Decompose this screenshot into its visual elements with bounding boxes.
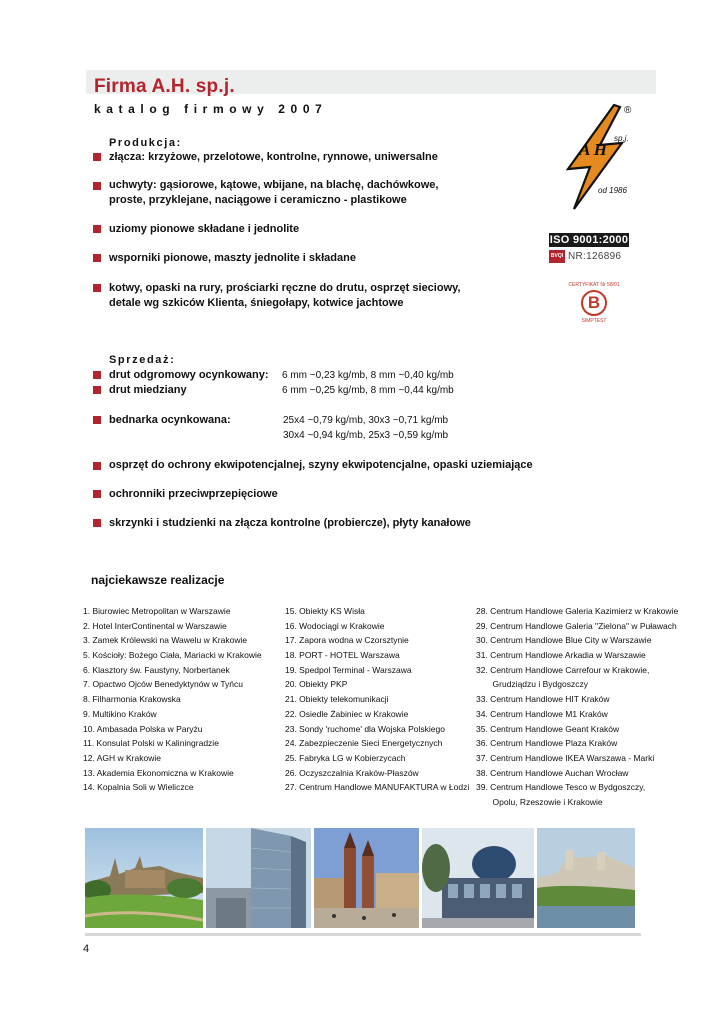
sprzedaz-label: Sprzedaż:: [109, 354, 176, 366]
list-item: 25. Fabryka LG w Kobierzycach: [285, 752, 406, 763]
bednarka-name: bednarka ocynkowana:: [109, 414, 231, 426]
page-number: 4: [83, 943, 90, 955]
drut-miedziany-name: drut miedziany: [109, 384, 187, 396]
photo-wawel-castle: [85, 828, 203, 928]
bullet-icon: [93, 284, 101, 292]
bullet-icon: [93, 416, 101, 424]
list-item: 16. Wodociągi w Krakowie: [285, 620, 385, 631]
iso-number: NR:126896: [568, 251, 622, 262]
page-subtitle: katalog firmowy 2007: [94, 102, 328, 116]
iso-label: ISO 9001:2000: [549, 234, 629, 246]
list-item: 7. Opactwo Ojców Benedyktynów w Tyńcu: [83, 679, 244, 690]
list-item: 12. AGH w Krakowie: [83, 752, 161, 763]
iso-certificate: [549, 233, 629, 265]
bullet-icon: [93, 519, 101, 527]
realizacje-column-3: [476, 604, 678, 810]
bednarka-spec: 25x4 ~0,79 kg/mb, 30x3 ~0,71 kg/mb: [283, 415, 449, 426]
bottom-rule: [85, 933, 641, 936]
cert-issuer: SIMPTEST: [581, 318, 607, 324]
list-item: 31. Centrum Handlowe Arkadia w Warszawie: [476, 650, 646, 661]
bullet-icon: [93, 225, 101, 233]
produkcja-item: [109, 222, 299, 237]
produkcja-line: detale wg szkiców Klienta, śniegołapy, kotwice jachtowe: [109, 297, 404, 309]
produkcja-item: [109, 150, 438, 165]
realizacje-title: najciekawsze realizacje: [91, 573, 225, 587]
osprzet-item: osprzęt do ochrony ekwipotencjalnej, szyny ekwipotencjalne, opaski uziemiające: [109, 459, 533, 471]
ochronniki-item: ochronniki przeciwprzepięciowe: [109, 488, 278, 500]
list-item: 28. Centrum Handlowe Galeria Kazimierz w Krakowie: [476, 606, 679, 616]
list-item: 32. Centrum Handlowe Carrefour w Krakowie,: [476, 664, 650, 675]
photo-strip: [85, 828, 641, 928]
company-logo: [560, 103, 632, 211]
skrzynki-item: skrzynki i studzienki na złącza kontrolne (probiercze), płyty kanałowe: [109, 517, 471, 529]
bednarka-spec: 30x4 ~0,94 kg/mb, 25x3 ~0,59 kg/mb: [283, 430, 449, 441]
list-item: 27. Centrum Handlowe MANUFAKTURA w Łodzi: [285, 782, 470, 793]
list-item: 9. Multikino Kraków: [83, 708, 157, 719]
realizacje-column-1: [83, 604, 262, 795]
produkcja-line: proste, przyklejane, naciągowe i ceramiczno - plastikowe: [109, 194, 407, 206]
bullet-icon: [93, 490, 101, 498]
list-item: 23. Sondy 'ruchome' dla Wojska Polskiego: [285, 723, 445, 734]
drut-ocynkowany-spec: 6 mm ~0,23 kg/mb, 8 mm ~0,40 kg/mb: [282, 370, 454, 381]
list-item: 39. Centrum Handlowe Tesco w Bydgoszczy,: [476, 782, 646, 793]
realizacje-column-2: [285, 604, 469, 795]
list-item: 34. Centrum Handlowe M1 Kraków: [476, 708, 608, 719]
produkcja-line: kotwy, opaski na rury, prościarki ręczne do drutu, osprzęt sieciowy,: [109, 282, 461, 294]
list-item: 30. Centrum Handlowe Blue City w Warszawie: [476, 635, 652, 646]
list-item: 22. Osiedle Żabiniec w Krakowie: [285, 708, 409, 719]
photo-modern-building: [422, 828, 534, 928]
list-item: Opolu, Rzeszowie i Krakowie: [476, 796, 603, 807]
list-item: 6. Klasztory św. Faustyny, Norbertanek: [83, 664, 230, 675]
cert-number: CERTYFIKAT Nr 58/01: [568, 282, 620, 288]
list-item: 21. Obiekty telekomunikacji: [285, 694, 389, 705]
list-item: 38. Centrum Handlowe Auchan Wrocław: [476, 767, 629, 778]
produkcja-line: złącza: krzyżowe, przelotowe, kontrolne, rynnowe, uniwersalne: [109, 151, 438, 163]
b-badge-icon: B: [581, 290, 607, 316]
list-item: 10. Ambasada Polska w Paryżu: [83, 723, 203, 734]
list-item: 24. Zabezpieczenie Sieci Energetycznych: [285, 738, 443, 749]
list-item: 15. Obiekty KS Wisła: [285, 606, 365, 616]
list-item: 33. Centrum Handlowe HIT Kraków: [476, 694, 610, 705]
list-item: Grudziądzu i Bydgoszczy: [476, 679, 588, 690]
logo-registered: ®: [624, 105, 632, 116]
b-certificate: [560, 282, 628, 330]
produkcja-line: wsporniki pionowe, maszty jednolite i składane: [109, 252, 356, 264]
list-item: 19. Spedpol Terminal - Warszawa: [285, 664, 412, 675]
list-item: 14. Kopalnia Soli w Wieliczce: [83, 782, 194, 793]
list-item: 36. Centrum Handlowe Plaza Kraków: [476, 738, 618, 749]
drut-ocynkowany-name: drut odgromowy ocynkowany:: [109, 369, 269, 381]
produkcja-item: [109, 281, 461, 311]
list-item: 17. Zapora wodna w Czorsztynie: [285, 635, 409, 646]
drut-miedziany-spec: 6 mm ~0,25 kg/mb, 8 mm ~0,44 kg/mb: [282, 385, 454, 396]
list-item: 37. Centrum Handlowe IKEA Warszawa - Marki: [476, 752, 655, 763]
produkcja-line: uchwyty: gąsiorowe, kątowe, wbijane, na blachę, dachówkowe,: [109, 179, 439, 191]
bullet-icon: [93, 462, 101, 470]
photo-skyscraper: [206, 828, 311, 928]
list-item: 18. PORT - HOTEL Warszawa: [285, 650, 400, 661]
list-item: 3. Zamek Królewski na Wawelu w Krakowie: [83, 635, 248, 646]
bullet-icon: [93, 386, 101, 394]
list-item: 2. Hotel InterContinental w Warszawie: [83, 620, 227, 631]
logo-since: od 1986: [598, 186, 627, 195]
list-item: 20. Obiekty PKP: [285, 679, 348, 690]
bullet-icon: [93, 182, 101, 190]
page-title: Firma A.H. sp.j.: [94, 76, 235, 97]
logo-letters: A H: [579, 140, 607, 159]
list-item: 13. Akademia Ekonomiczna w Krakowie: [83, 767, 234, 778]
produkcja-item: [109, 251, 356, 266]
list-item: 8. Filharmonia Krakowska: [83, 694, 181, 705]
bullet-icon: [93, 371, 101, 379]
list-item: 35. Centrum Handlowe Geant Kraków: [476, 723, 620, 734]
bvqi-logo: BVQI: [549, 250, 565, 263]
produkcja-line: uziomy pionowe składane i jednolite: [109, 223, 300, 235]
photo-tyniec-abbey: [537, 828, 635, 928]
list-item: 29. Centrum Handlowe Galeria "Zielona" w Puławach: [476, 620, 677, 631]
logo-spj: sp.j.: [614, 134, 629, 143]
list-item: 11. Konsulat Polski w Kaliningradzie: [83, 738, 219, 749]
produkcja-label: Produkcja:: [109, 137, 182, 149]
list-item: 1. Biurowiec Metropolitan w Warszawie: [83, 606, 231, 616]
photo-market-square: [314, 828, 419, 928]
bullet-icon: [93, 254, 101, 262]
bullet-icon: [93, 153, 101, 161]
produkcja-item: [109, 178, 438, 208]
list-item: 26. Oczyszczalnia Kraków-Płaszów: [285, 767, 419, 778]
list-item: 5. Kościoły: Bożego Ciała, Mariacki w Krakowie: [83, 650, 262, 661]
